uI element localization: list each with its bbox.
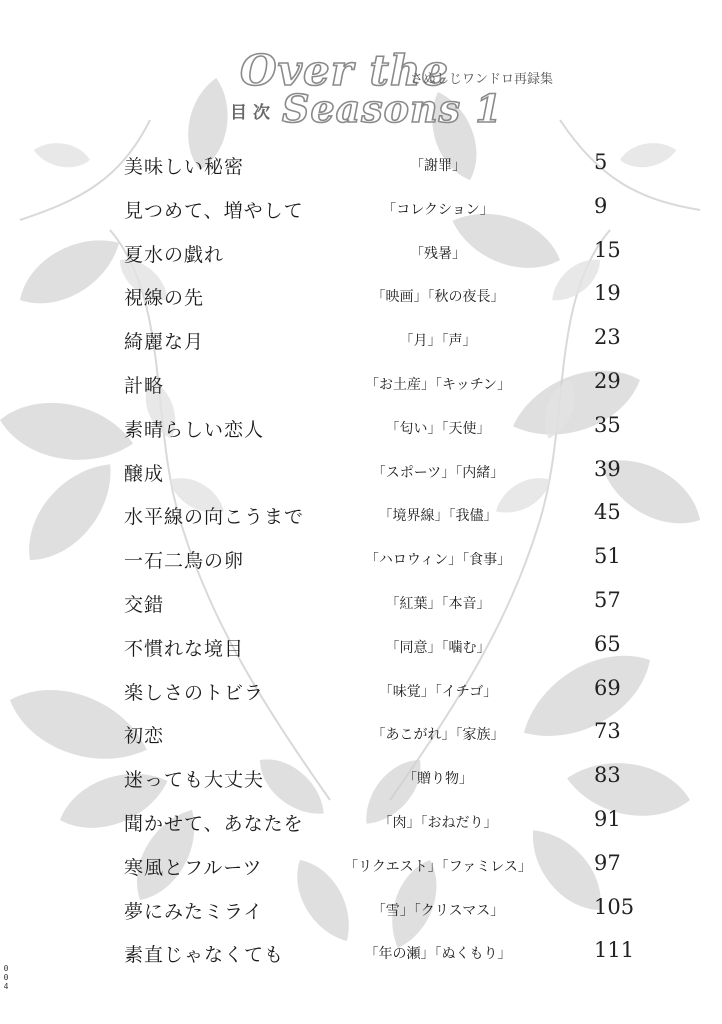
entry-keywords: 「あこがれ」「家族」 bbox=[371, 727, 505, 744]
entry-title: 聞かせて、あなたを bbox=[124, 812, 304, 835]
entry-page-number: 65 bbox=[594, 631, 621, 656]
entry-keywords: 「贈り物」 bbox=[403, 771, 473, 788]
toc-entry bbox=[0, 361, 722, 405]
entry-title: 寒風とフルーツ bbox=[124, 856, 263, 879]
toc-label: 目次 bbox=[230, 103, 276, 123]
table-of-contents bbox=[0, 142, 722, 974]
entry-keywords: 「匂い」「天使」 bbox=[385, 420, 491, 437]
entry-page-number: 5 bbox=[594, 150, 608, 174]
entry-page-number: 23 bbox=[594, 325, 621, 350]
entry-page-number: 19 bbox=[594, 281, 621, 306]
entry-keywords: 「お土産」「キッチン」 bbox=[364, 376, 512, 393]
entry-title: 初恋 bbox=[124, 725, 165, 748]
entry-page-number: 57 bbox=[594, 587, 621, 612]
entry-page-number: 73 bbox=[594, 719, 621, 744]
entry-title: 美味しい秘密 bbox=[124, 156, 245, 178]
page-folio: 004 bbox=[3, 964, 9, 991]
entry-title: 交錯 bbox=[124, 593, 165, 616]
entry-title: 不慣れな境目 bbox=[124, 637, 245, 660]
toc-entry bbox=[0, 930, 722, 974]
entry-title: 迷っても大丈夫 bbox=[124, 769, 265, 792]
entry-title: 夢にみたミライ bbox=[124, 900, 264, 923]
toc-entry bbox=[0, 755, 722, 799]
toc-entry bbox=[0, 492, 722, 536]
toc-entry bbox=[0, 668, 722, 712]
entry-title: 計略 bbox=[124, 374, 165, 397]
toc-entry bbox=[0, 624, 722, 668]
entry-title: 夏水の戯れ bbox=[124, 243, 225, 266]
book-subtitle: さぬしじワンドロ再録集 bbox=[410, 72, 554, 87]
toc-entry bbox=[0, 711, 722, 755]
entry-page-number: 91 bbox=[594, 806, 621, 831]
entry-title: 一石二鳥の卵 bbox=[124, 550, 245, 573]
toc-entry bbox=[0, 230, 722, 274]
title-block bbox=[0, 0, 722, 140]
toc-entry bbox=[0, 449, 722, 493]
entry-page-number: 83 bbox=[594, 763, 621, 788]
entry-keywords: 「謝罪」 bbox=[410, 158, 466, 174]
toc-entry bbox=[0, 186, 722, 230]
entry-title: 素晴らしい恋人 bbox=[124, 418, 265, 441]
entry-keywords: 「紅葉」「本音」 bbox=[385, 595, 491, 612]
toc-entry bbox=[0, 273, 722, 317]
entry-page-number: 15 bbox=[594, 237, 621, 262]
toc-entry bbox=[0, 317, 722, 361]
toc-entry bbox=[0, 405, 722, 449]
entry-title: 綺麗な月 bbox=[124, 331, 205, 354]
entry-keywords: 「残暑」 bbox=[410, 245, 466, 262]
entry-page-number: 69 bbox=[594, 675, 621, 700]
entry-title: 水平線の向こうまで bbox=[124, 506, 305, 529]
book-title-line1: Over the bbox=[240, 46, 450, 95]
entry-keywords: 「スポーツ」「内緒」 bbox=[371, 464, 505, 481]
entry-page-number: 111 bbox=[594, 938, 635, 963]
toc-entry bbox=[0, 843, 722, 887]
entry-title: 素直じゃなくても bbox=[124, 944, 285, 967]
entry-page-number: 97 bbox=[594, 850, 621, 875]
entry-keywords: 「肉」「おねだり」 bbox=[378, 814, 498, 831]
entry-page-number: 51 bbox=[594, 544, 621, 569]
toc-entry bbox=[0, 580, 722, 624]
entry-keywords: 「境界線」「我儘」 bbox=[378, 508, 498, 525]
entry-keywords: 「月」「声」 bbox=[399, 333, 477, 350]
entry-page-number: 105 bbox=[594, 894, 635, 919]
toc-entry bbox=[0, 142, 722, 186]
entry-keywords: 「コレクション」 bbox=[382, 201, 494, 218]
entry-keywords: 「年の瀬」「ぬくもり」 bbox=[364, 946, 512, 963]
entry-title: 醸成 bbox=[124, 462, 165, 485]
entry-title: 見つめて、増やして bbox=[124, 199, 304, 222]
entry-page-number: 39 bbox=[594, 456, 621, 481]
entry-title: 視線の先 bbox=[124, 287, 205, 310]
entry-page-number: 45 bbox=[594, 500, 621, 525]
entry-title: 楽しさのトビラ bbox=[124, 681, 265, 704]
toc-entry bbox=[0, 799, 722, 843]
toc-entry bbox=[0, 887, 722, 931]
entry-keywords: 「味覚」「イチゴ」 bbox=[378, 683, 498, 700]
entry-keywords: 「雪」「クリスマス」 bbox=[371, 902, 505, 919]
entry-keywords: 「ハロウィン」「食事」 bbox=[364, 552, 512, 569]
entry-page-number: 35 bbox=[594, 412, 621, 437]
toc-entry bbox=[0, 536, 722, 580]
entry-keywords: 「映画」「秋の夜長」 bbox=[371, 289, 505, 306]
entry-page-number: 9 bbox=[594, 193, 608, 218]
entry-keywords: 「同意」「噛む」 bbox=[385, 639, 491, 656]
entry-keywords: 「リクエスト」「ファミレス」 bbox=[344, 858, 532, 875]
book-title-line2: Seasons 1 bbox=[282, 86, 503, 131]
entry-page-number: 29 bbox=[594, 368, 621, 393]
